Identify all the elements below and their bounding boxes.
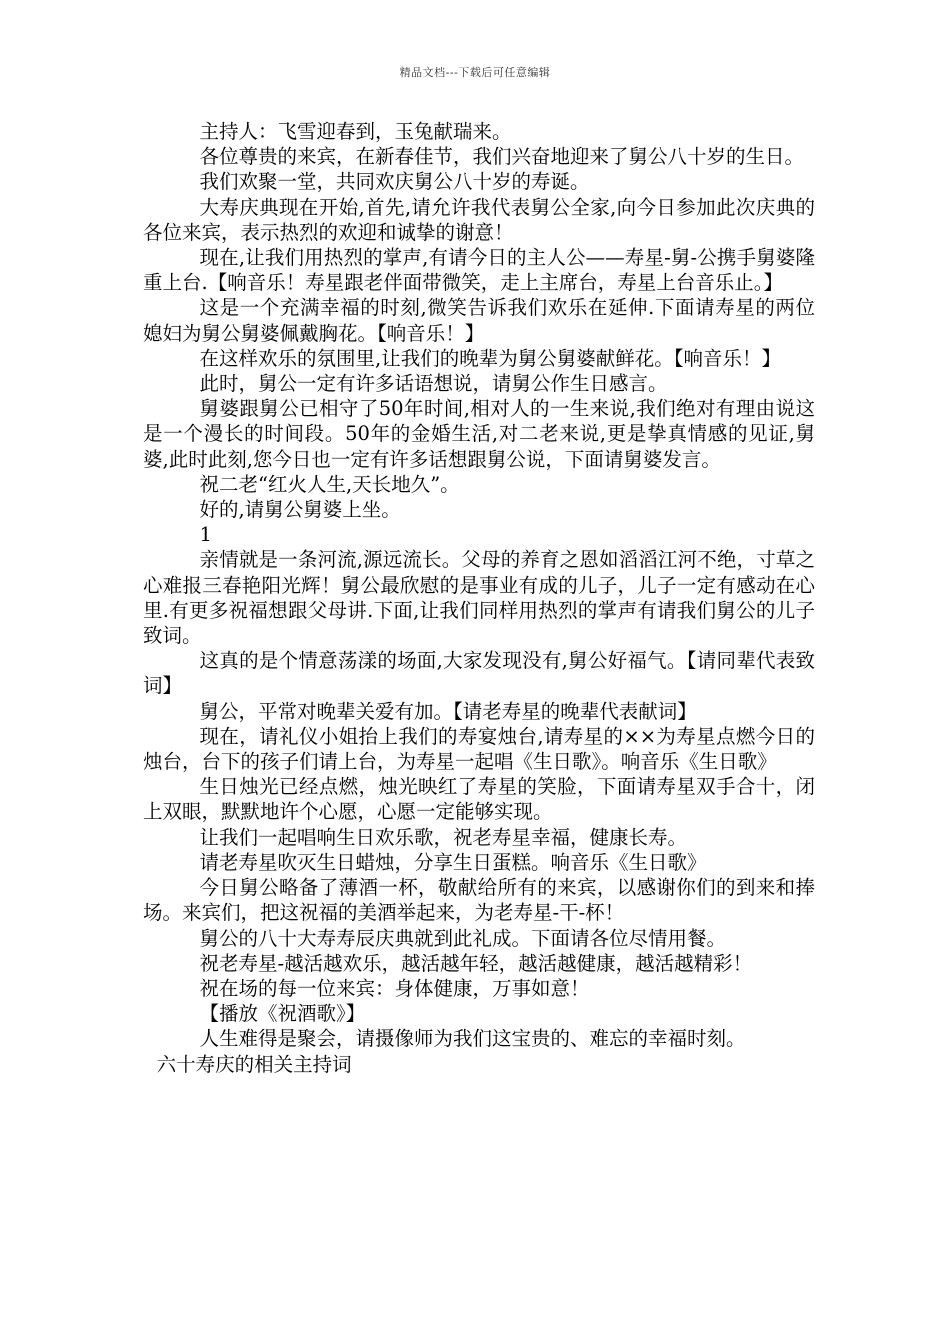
paragraph-blessing: 祝二老“红火人生,天长地久”。 xyxy=(199,472,460,496)
paragraph-flowers: 在这样欢乐的氛围里,让我们的晚辈为舅公舅婆献鲜花。【响音乐！】 xyxy=(199,346,781,370)
paragraph-ceremony-end: 舅公的八十大寿寿辰庆典就到此礼成。下面请各位尽情用餐。 xyxy=(199,926,727,950)
paragraph-ceremony-start: 大寿庆典现在开始,首先,请允许我代表舅公全家,向今日参加此次庆典的各位来宾，表示热烈的欢迎和诚挚的谢意！ xyxy=(143,195,815,244)
paragraph-junior-speech: 舅公，平常对晚辈关爱有加。【请老寿星的晚辈代表献词】 xyxy=(199,699,697,723)
paragraph-longevity-wish: 祝老寿星-越活越欢乐，越活越年轻，越活越健康，越活越精彩！ xyxy=(199,951,753,975)
paragraph-toast: 今日舅公略备了薄酒一杯，敬献给所有的来宾，以感谢你们的到来和捧场。来宾们，把这祝福的美酒举起来，为老寿星-干-杯！ xyxy=(143,876,815,925)
paragraph-enter-stage: 现在,让我们用热烈的掌声,有请今日的主人公——寿星-舅-公携手舅婆隆重上台.【响音乐！寿星跟老伴面带微笑，走上主席台，寿星上台音乐止。】 xyxy=(143,246,815,295)
paragraph-speech-invite: 此时，舅公一定有许多话语想说，请舅公作生日感言。 xyxy=(199,372,668,396)
paragraph-sing: 让我们一起唱响生日欢乐歌，祝老寿星幸福，健康长寿。 xyxy=(199,825,688,849)
section-heading: 六十寿庆的相关主持词 xyxy=(156,1052,352,1076)
paragraph-candles: 现在，请礼仪小姐抬上我们的寿宴烛台,请寿星的××为寿星点燃今日的烛台，台下的孩子们请上台，为寿星一起唱《生日歌》。响音乐《生日歌》 xyxy=(143,724,815,774)
paragraph-corsage: 这是一个充满幸福的时刻,微笑告诉我们欢乐在延伸.下面请寿星的两位媳妇为舅公舅婆佩戴胸花。【响音乐！】 xyxy=(143,296,815,345)
paragraph-guest-wish: 祝在场的每一位来宾：身体健康，万事如意！ xyxy=(199,976,590,1000)
paragraph-welcome: 各位尊贵的来宾，在新春佳节，我们兴奋地迎来了舅公八十岁的生日。 xyxy=(199,145,805,169)
paragraph-be-seated: 好的,请舅公舅婆上坐。 xyxy=(199,498,401,522)
paragraph-cake: 请老寿星吹灭生日蜡烛，分享生日蛋糕。响音乐《生日歌》 xyxy=(199,850,707,874)
paragraph-host-intro: 主持人：飞雪迎春到，玉兔献瑞来。 xyxy=(199,120,512,143)
paragraph-play-song: 【播放《祝酒歌》】 xyxy=(199,1002,366,1026)
paragraph-wish: 生日烛光已经点燃，烛光映红了寿星的笑脸，下面请寿星双手合十，闭上双眼，默默地许个心愿，心愿一定能够实现。 xyxy=(143,775,815,824)
document-body xyxy=(143,119,815,1077)
paragraph-gathering: 我们欢聚一堂，共同欢庆舅公八十岁的寿诞。 xyxy=(199,170,590,194)
paragraph-family-love: 亲情就是一条河流,源远流长。父母的养育之恩如滔滔江河不绝，寸草之心难报三春艳阳光辉！舅公最欣慰的是事业有成的儿子，儿子一定有感动在心里.有更多祝福想跟父母讲.下面,让我们同样用热烈的掌声有请我们舅公的儿子致词。 xyxy=(143,548,815,648)
paragraph-photo: 人生难得是聚会，请摄像师为我们这宝贵的、难忘的幸福时刻。 xyxy=(199,1027,746,1051)
paragraph-golden-wedding: 舅婆跟舅公已相守了50年时间,相对人的一生来说,我们绝对有理由说这是一个漫长的时间段。50年的金婚生活,对二老来说,更是挚真情感的见证,舅婆,此时此刻,您今日也一定有许多话想跟舅公说，下面请舅婆发言。 xyxy=(143,397,815,471)
page-number: 1 xyxy=(199,523,212,547)
page-header: 精品文档---下载后可任意编辑 xyxy=(399,66,551,79)
paragraph-peer-speech: 这真的是个情意荡漾的场面,大家发现没有,舅公好福气。【请同辈代表致词】 xyxy=(143,649,815,698)
